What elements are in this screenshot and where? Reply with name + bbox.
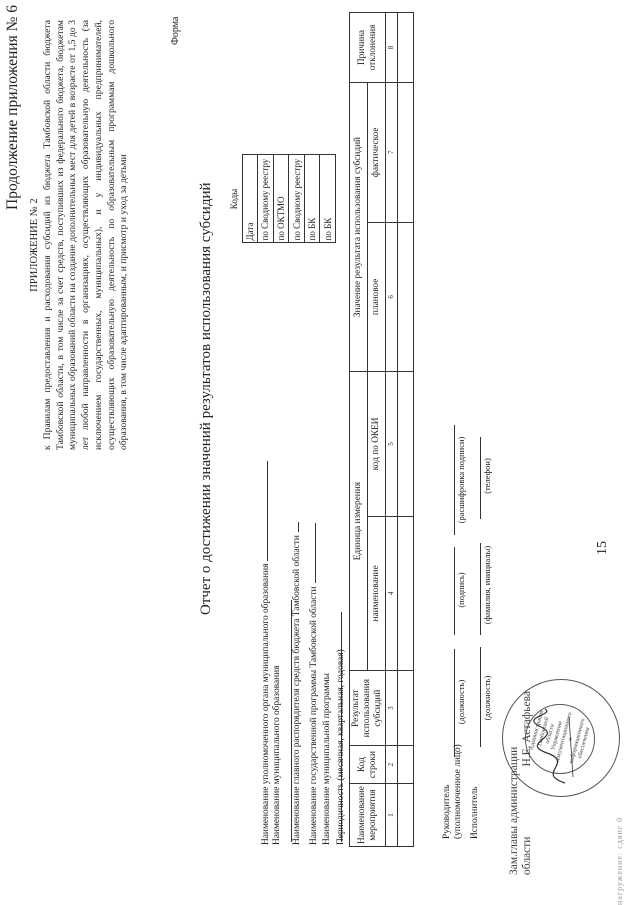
col-header: Причина отклонения <box>350 13 386 83</box>
caption-fio: (фамилия, инициалы) <box>482 545 492 625</box>
col-number: 8 <box>386 13 398 83</box>
rules-paragraph: к Правилам предоставления и расходования субсидий из бюджета Тамбовской области бюджета Тамбовской области, в том числе за счет средств, поступивших из федерального бюджета, бюджетам муниципальных образований области на создание дополнительных мест для детей в возрасте от 1,5 до 3 лет любой направленности в организациях, осуществляющих образовательную деятельность (за исключением государственных, муниципальных), и у индивидуальных предпринимателей, осуществляющих образовательную деятельность по образовательным программам дошкольного образования, в том числе адаптированным, и присмотр и уход за детьми <box>42 20 130 450</box>
caption-position-executor: (должность) <box>482 675 492 721</box>
top-mark: нагружение: сдвиг 0 <box>615 816 624 905</box>
results-table <box>349 12 414 847</box>
col-header: плановое <box>368 222 386 372</box>
code-row: по БК <box>304 155 320 243</box>
caption-signature: (подпись) <box>456 572 466 608</box>
code-row: по Сводному реестру <box>289 155 305 243</box>
prilozhenie-label: ПРИЛОЖЕНИЕ № 2 <box>29 198 40 292</box>
signatory-name: Н.Е. Астафьева <box>521 691 533 767</box>
signatory-block <box>508 691 534 875</box>
col-number: 5 <box>386 372 398 516</box>
col-header: наименование <box>368 516 386 671</box>
col-group-header: Значение результата использования субсидий <box>350 82 368 371</box>
col-number: 7 <box>386 82 398 222</box>
code-row: по Сводному реестру <box>258 155 274 243</box>
col-header: Наименование мероприятия <box>350 784 386 847</box>
executor-label: Исполнитель <box>470 786 480 839</box>
caption-decode: (расшифровка подписи) <box>456 436 466 524</box>
col-number: 2 <box>386 746 398 784</box>
col-number: 3 <box>386 671 398 746</box>
code-row: по БК <box>320 155 336 243</box>
col-header: фактическое <box>368 82 386 222</box>
code-row: Дата <box>242 155 258 243</box>
col-number: 6 <box>386 222 398 372</box>
col-group-header: Единица измерения <box>350 372 368 671</box>
page-number: 15 <box>595 541 610 555</box>
col-header: код по ОКЕИ <box>368 372 386 516</box>
field-state-program: Наименование государственной программы Тамбовской области <box>306 445 319 845</box>
signatory-position: Зам.главы администрации <box>508 746 520 875</box>
col-number: 4 <box>386 516 398 671</box>
head-label: Руководитель (уполномоченное лицо) <box>442 744 463 839</box>
handwritten-signature <box>525 707 585 787</box>
field-main-manager: Наименование главного распорядителя средств бюджета Тамбовской области <box>289 445 302 845</box>
col-header: Результат использования субсидий <box>350 671 386 746</box>
signatory-position-2: областиН.Е. Астафьева <box>521 691 533 875</box>
caption-phone: (телефон) <box>482 458 492 494</box>
col-header: Код строки <box>350 746 386 784</box>
report-title: Отчет о достижении значений результатов использования субсидий <box>198 182 214 615</box>
code-row: по ОКТМО <box>273 155 289 243</box>
caption-position: (должность) <box>456 679 466 725</box>
field-municipal-program: Наименование муниципальной программы <box>322 445 345 845</box>
codes-header: Коды <box>228 188 239 210</box>
forma-label: Форма <box>170 16 181 45</box>
appendix-title: Продолжение приложения № 6 <box>4 5 21 210</box>
field-municipality: Наименование муниципального образования <box>272 445 295 845</box>
official-seal: Администрация Тамбовской области Управление документационного и информационного обеспечения <box>502 679 620 797</box>
col-number: 1 <box>386 784 398 847</box>
codes-table <box>226 155 336 332</box>
field-authorized-body: Наименование уполномоченного органа муниципального образования <box>258 445 271 845</box>
field-periodicity: Периодичность (месячная, квартальная, годовая) <box>336 649 346 845</box>
